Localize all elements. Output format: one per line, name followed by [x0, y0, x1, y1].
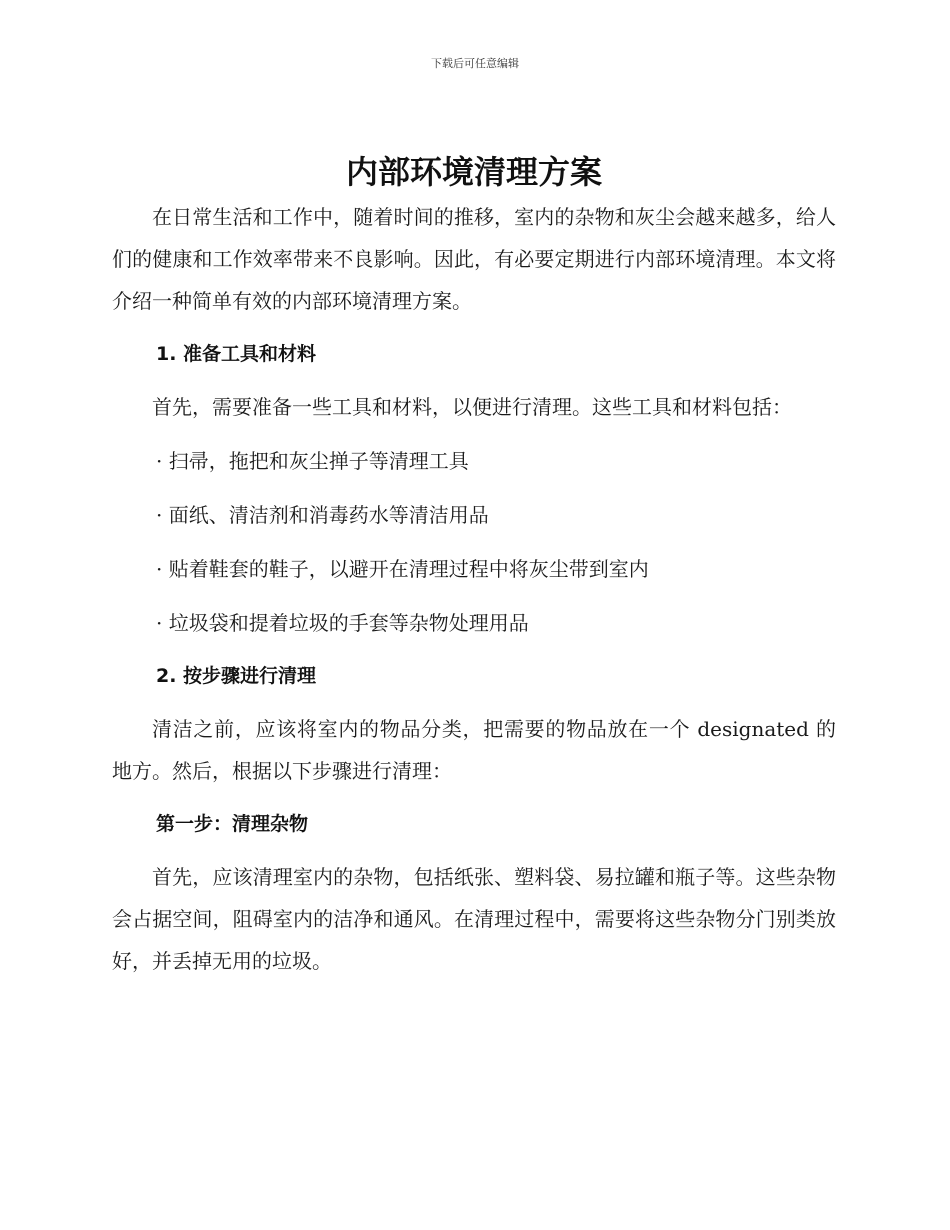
intro-paragraph: 在日常生活和工作中，随着时间的推移，室内的杂物和灰尘会越来越多，给人们的健康和工作效率带来不良影响。因此，有必要定期进行内部环境清理。本文将介绍一种简单有效的内部环境清理方案。: [112, 205, 836, 313]
tool-list-item: · 垃圾袋和提着垃圾的手套等杂物处理用品: [156, 611, 529, 635]
document-body: [112, 148, 836, 982]
tool-list-item: · 贴着鞋套的鞋子，以避开在清理过程中将灰尘带到室内: [156, 557, 649, 581]
tool-list-item: · 扫帚，拖把和灰尘掸子等清理工具: [156, 449, 469, 473]
document-title: 内部环境清理方案: [345, 153, 602, 191]
section-1-paragraph: 首先，需要准备一些工具和材料，以便进行清理。这些工具和材料包括：: [152, 395, 792, 419]
tool-list-item: · 面纸、清洁剂和消毒药水等清洁用品: [156, 503, 489, 527]
section-1-heading: 1. 准备工具和材料: [156, 343, 317, 365]
section-2-paragraph: 清洁之前，应该将室内的物品分类，把需要的物品放在一个 designated 的地方。然后，根据以下步骤进行清理：: [112, 717, 836, 783]
header-note: 下载后可任意编辑: [431, 57, 519, 70]
section-2-heading: 2. 按步骤进行清理: [156, 665, 317, 687]
step-1-heading: 第一步：清理杂物: [156, 813, 309, 835]
step-1-paragraph: 首先，应该清理室内的杂物，包括纸张、塑料袋、易拉罐和瓶子等。这些杂物会占据空间，阻碍室内的洁净和通风。在清理过程中，需要将这些杂物分门别类放好，并丢掉无用的垃圾。: [112, 865, 836, 973]
